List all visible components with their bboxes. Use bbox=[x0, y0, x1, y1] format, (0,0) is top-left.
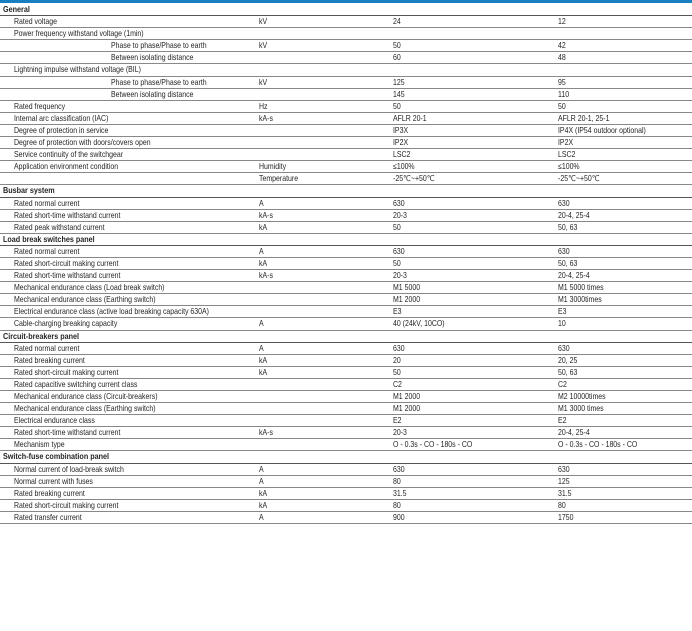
unit-cell: A bbox=[259, 198, 264, 208]
section-header-row bbox=[0, 185, 692, 197]
parameter-label: Rated short-time withstand current bbox=[14, 210, 121, 220]
value-24kv-cell: 31.5 bbox=[393, 488, 407, 498]
unit-cell: kA bbox=[259, 222, 268, 232]
value-12kv-cell: 10 bbox=[558, 319, 566, 329]
value-24kv-cell: 630 bbox=[393, 198, 405, 208]
parameter-label: Rated normal current bbox=[14, 343, 80, 353]
section-title: Switch-fuse combination panel bbox=[3, 451, 110, 462]
spec-row bbox=[0, 28, 692, 40]
unit-cell: kA bbox=[259, 367, 268, 377]
spec-row bbox=[0, 415, 692, 427]
spec-row bbox=[0, 125, 692, 137]
value-12kv-cell: 50, 63 bbox=[558, 258, 578, 268]
parameter-label: Rated frequency bbox=[14, 101, 66, 111]
parameter-label: Service continuity of the switchgear bbox=[14, 150, 124, 160]
unit-cell: Temperature bbox=[259, 174, 299, 184]
value-24kv-cell: 145 bbox=[393, 89, 405, 99]
spec-row bbox=[0, 270, 692, 282]
value-24kv-cell: O - 0.3s - CO - 180s - CO bbox=[393, 440, 473, 450]
value-12kv-cell: 42 bbox=[558, 41, 566, 51]
accent-bar bbox=[0, 0, 692, 3]
value-24kv-cell: 50 bbox=[393, 258, 401, 268]
value-24kv-cell: 50 bbox=[393, 101, 401, 111]
spec-row bbox=[0, 500, 692, 512]
value-24kv-cell: 50 bbox=[393, 367, 401, 377]
spec-row bbox=[0, 391, 692, 403]
parameter-label: Rated short-circuit making current bbox=[14, 500, 119, 510]
value-12kv-cell: 20-4, 25-4 bbox=[558, 428, 590, 438]
spec-row bbox=[0, 306, 692, 318]
unit-cell: Hz bbox=[259, 101, 268, 111]
value-24kv-cell: 20-3 bbox=[393, 428, 407, 438]
section-title: General bbox=[3, 4, 30, 14]
value-24kv-cell: M1 5000 bbox=[393, 283, 421, 293]
value-24kv-cell: 50 bbox=[393, 222, 401, 232]
unit-cell: kV bbox=[259, 17, 268, 27]
parameter-label: Phase to phase/Phase to earth bbox=[111, 77, 207, 87]
value-24kv-cell: 80 bbox=[393, 476, 401, 486]
spec-row bbox=[0, 198, 692, 210]
value-12kv-cell: 110 bbox=[558, 89, 570, 99]
spec-row bbox=[0, 464, 692, 476]
parameter-label: Rated transfer current bbox=[14, 512, 82, 522]
value-24kv-cell: 80 bbox=[393, 500, 401, 510]
section-title: Busbar system bbox=[3, 185, 55, 196]
value-12kv-cell: M1 3000times bbox=[558, 295, 602, 305]
spec-row bbox=[0, 222, 692, 234]
unit-cell: A bbox=[259, 512, 264, 522]
value-12kv-cell: 50 bbox=[558, 101, 566, 111]
spec-row bbox=[0, 488, 692, 500]
value-12kv-cell: IP2X bbox=[558, 138, 574, 148]
value-24kv-cell: LSC2 bbox=[393, 150, 411, 160]
unit-cell: Humidity bbox=[259, 162, 287, 172]
spec-row bbox=[0, 476, 692, 488]
unit-cell: kV bbox=[259, 41, 268, 51]
value-12kv-cell: AFLR 20-1, 25-1 bbox=[558, 113, 610, 123]
value-12kv-cell: IP4X (IP54 outdoor optional) bbox=[558, 125, 646, 135]
spec-row bbox=[0, 113, 692, 125]
parameter-label: Mechanical endurance class (Earthing switch) bbox=[14, 404, 156, 414]
unit-cell: A bbox=[259, 319, 264, 329]
value-12kv-cell: M1 3000 times bbox=[558, 404, 604, 414]
value-12kv-cell: 12 bbox=[558, 17, 566, 27]
parameter-label: Normal current of load-break switch bbox=[14, 464, 124, 474]
parameter-label: Rated short-time withstand current bbox=[14, 271, 121, 281]
value-24kv-cell: 60 bbox=[393, 53, 401, 63]
value-24kv-cell: C2 bbox=[393, 379, 402, 389]
spec-row bbox=[0, 52, 692, 64]
value-24kv-cell: 900 bbox=[393, 512, 405, 522]
parameter-label: Rated short-time withstand current bbox=[14, 428, 121, 438]
value-24kv-cell: 20 bbox=[393, 355, 401, 365]
value-24kv-cell: 40 (24kV, 10CO) bbox=[393, 319, 445, 329]
value-24kv-cell: 50 bbox=[393, 41, 401, 51]
value-24kv-cell: M1 2000 bbox=[393, 392, 421, 401]
value-12kv-cell: 20-4, 25-4 bbox=[558, 210, 590, 220]
parameter-label: Rated breaking current bbox=[14, 355, 85, 365]
parameter-label: Electrical endurance class (active load breaking capacity 630A) bbox=[14, 307, 210, 317]
spec-row bbox=[0, 149, 692, 161]
spec-row bbox=[0, 439, 692, 451]
parameter-label: Lightning impulse withstand voltage (BIL) bbox=[14, 65, 141, 75]
value-24kv-cell: E3 bbox=[393, 307, 402, 317]
unit-cell: kA-s bbox=[259, 428, 273, 438]
value-24kv-cell: IP2X bbox=[393, 138, 409, 148]
value-12kv-cell: 630 bbox=[558, 343, 570, 353]
spec-row bbox=[0, 246, 692, 258]
spec-row bbox=[0, 210, 692, 222]
parameter-label: Degree of protection with doors/covers open bbox=[14, 138, 151, 148]
value-12kv-cell: M2 10000times bbox=[558, 392, 606, 401]
unit-cell: kA bbox=[259, 355, 268, 365]
parameter-label: Application environment condition bbox=[14, 162, 119, 172]
section-header-row bbox=[0, 234, 692, 246]
spec-row bbox=[0, 64, 692, 76]
unit-cell: kA-s bbox=[259, 271, 273, 281]
unit-cell: kA bbox=[259, 500, 268, 510]
value-24kv-cell: 20-3 bbox=[393, 210, 407, 220]
value-24kv-cell: 20-3 bbox=[393, 271, 407, 281]
spec-row bbox=[0, 137, 692, 149]
spec-row bbox=[0, 161, 692, 173]
parameter-label: Cable-charging breaking capacity bbox=[14, 319, 118, 329]
spec-row bbox=[0, 343, 692, 355]
section-title: Circuit-breakers panel bbox=[3, 330, 80, 341]
value-12kv-cell: 80 bbox=[558, 500, 566, 510]
parameter-label: Rated voltage bbox=[14, 17, 57, 27]
spec-row bbox=[0, 258, 692, 270]
value-12kv-cell: 48 bbox=[558, 53, 566, 63]
value-24kv-cell: E2 bbox=[393, 416, 402, 426]
parameter-label: Rated short-circuit making current bbox=[14, 367, 119, 377]
parameter-label: Rated capacitive switching current class bbox=[14, 379, 138, 389]
value-12kv-cell: 630 bbox=[558, 464, 570, 474]
spec-row bbox=[0, 282, 692, 294]
unit-cell: kA-s bbox=[259, 210, 273, 220]
value-24kv-cell: 24 bbox=[393, 17, 401, 27]
spec-row bbox=[0, 367, 692, 379]
unit-cell: A bbox=[259, 246, 264, 256]
parameter-label: Phase to phase/Phase to earth bbox=[111, 41, 207, 51]
parameter-label: Electrical endurance class bbox=[14, 416, 95, 426]
value-12kv-cell: 630 bbox=[558, 246, 570, 256]
section-header-row bbox=[0, 451, 692, 463]
unit-cell: kA-s bbox=[259, 113, 273, 123]
value-12kv-cell: 50, 63 bbox=[558, 222, 578, 232]
value-12kv-cell: 125 bbox=[558, 476, 570, 486]
value-12kv-cell: C2 bbox=[558, 379, 567, 389]
unit-cell: kA bbox=[259, 488, 268, 498]
section-header-row bbox=[0, 4, 692, 16]
parameter-label: Mechanical endurance class (Circuit-breakers) bbox=[14, 392, 158, 401]
value-12kv-cell: 630 bbox=[558, 198, 570, 208]
value-12kv-cell: LSC2 bbox=[558, 150, 576, 160]
parameter-label: Degree of protection in service bbox=[14, 125, 109, 135]
unit-cell: A bbox=[259, 476, 264, 486]
unit-cell: A bbox=[259, 464, 264, 474]
spec-row bbox=[0, 77, 692, 89]
parameter-label: Mechanism type bbox=[14, 440, 65, 450]
spec-row bbox=[0, 40, 692, 52]
value-12kv-cell: 1750 bbox=[558, 512, 574, 522]
spec-row bbox=[0, 427, 692, 439]
section-header-row bbox=[0, 331, 692, 343]
value-12kv-cell: O - 0.3s - CO - 180s - CO bbox=[558, 440, 638, 450]
parameter-label: Rated peak withstand current bbox=[14, 222, 105, 232]
parameter-label: Mechanical endurance class (Load break switch) bbox=[14, 283, 165, 293]
value-12kv-cell: 20, 25 bbox=[558, 355, 578, 365]
parameter-label: Between isolating distance bbox=[111, 53, 194, 63]
parameter-label: Rated breaking current bbox=[14, 488, 85, 498]
spec-row bbox=[0, 173, 692, 185]
spec-row bbox=[0, 16, 692, 28]
parameter-label: Internal arc classification (IAC) bbox=[14, 113, 109, 123]
value-12kv-cell: E3 bbox=[558, 307, 567, 317]
spec-row bbox=[0, 294, 692, 306]
value-12kv-cell: ≤100% bbox=[558, 162, 580, 172]
spec-row bbox=[0, 379, 692, 391]
value-24kv-cell: AFLR 20-1 bbox=[393, 113, 427, 123]
value-24kv-cell: 630 bbox=[393, 343, 405, 353]
spec-row bbox=[0, 318, 692, 330]
parameter-label: Between isolating distance bbox=[111, 89, 194, 99]
value-12kv-cell: 50, 63 bbox=[558, 367, 578, 377]
value-12kv-cell: 95 bbox=[558, 77, 566, 87]
value-12kv-cell: -25℃~+50℃ bbox=[558, 174, 600, 184]
unit-cell: kV bbox=[259, 77, 268, 87]
value-12kv-cell: M1 5000 times bbox=[558, 283, 604, 293]
parameter-label: Rated short-circuit making current bbox=[14, 258, 119, 268]
value-24kv-cell: IP3X bbox=[393, 125, 409, 135]
spec-row bbox=[0, 355, 692, 367]
parameter-label: Normal current with fuses bbox=[14, 476, 93, 486]
parameter-label: Mechanical endurance class (Earthing switch) bbox=[14, 295, 156, 305]
spec-table bbox=[0, 4, 692, 524]
value-12kv-cell: 20-4, 25-4 bbox=[558, 271, 590, 281]
parameter-label: Rated normal current bbox=[14, 246, 80, 256]
parameter-label: Power frequency withstand voltage (1min) bbox=[14, 29, 144, 39]
parameter-label: Rated normal current bbox=[14, 198, 80, 208]
value-24kv-cell: M1 2000 bbox=[393, 295, 421, 305]
value-12kv-cell: E2 bbox=[558, 416, 567, 426]
value-24kv-cell: 630 bbox=[393, 246, 405, 256]
section-title: Load break switches panel bbox=[3, 233, 95, 244]
spec-row bbox=[0, 512, 692, 524]
value-24kv-cell: 125 bbox=[393, 77, 405, 87]
spec-row bbox=[0, 403, 692, 415]
value-12kv-cell: 31.5 bbox=[558, 488, 572, 498]
unit-cell: A bbox=[259, 343, 264, 353]
value-24kv-cell: 630 bbox=[393, 464, 405, 474]
unit-cell: kA bbox=[259, 258, 268, 268]
spec-row bbox=[0, 101, 692, 113]
value-24kv-cell: -25℃~+50℃ bbox=[393, 174, 435, 184]
spec-row bbox=[0, 89, 692, 101]
value-24kv-cell: ≤100% bbox=[393, 162, 415, 172]
value-24kv-cell: M1 2000 bbox=[393, 404, 421, 414]
